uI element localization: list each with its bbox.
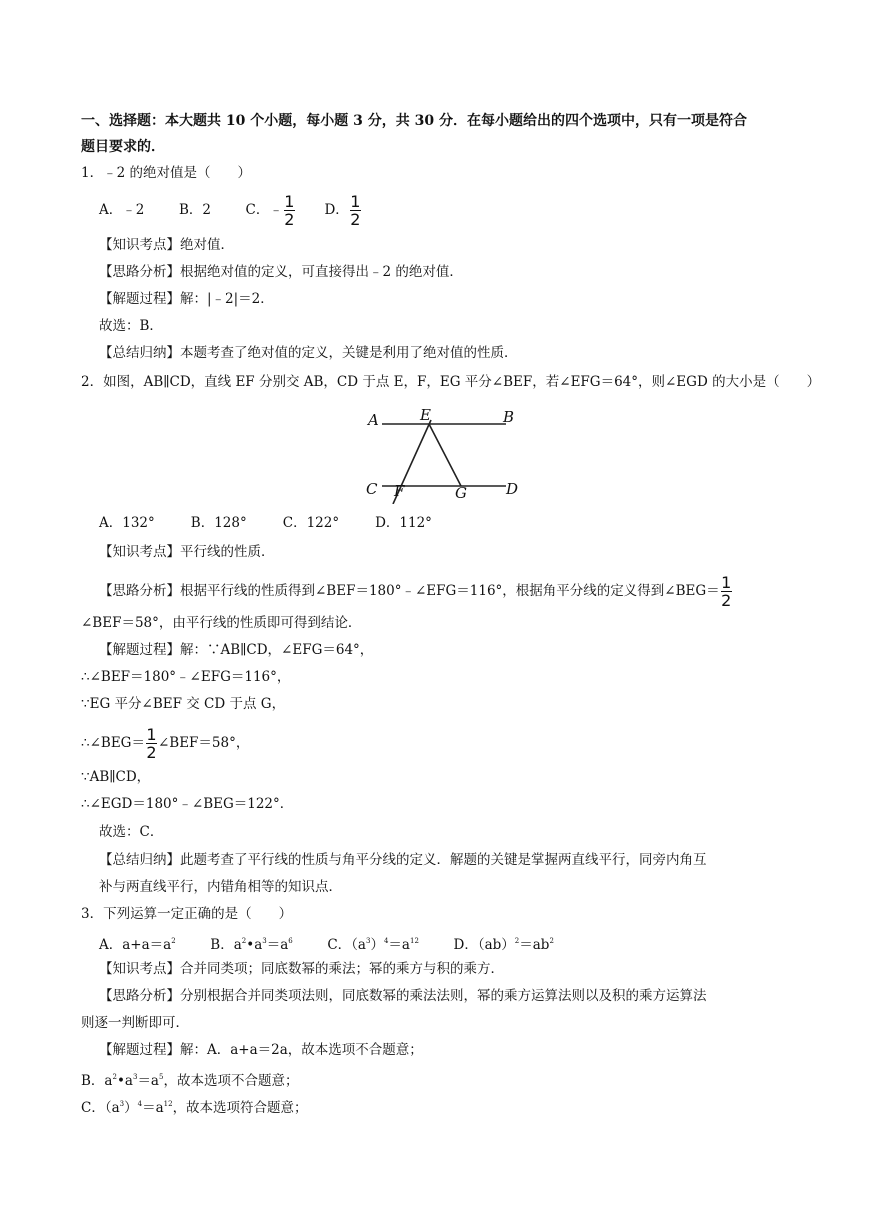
q3-option-a: A．$a+a=a^2$: [99, 937, 176, 953]
q2-option-a: A．132°: [99, 515, 155, 531]
point-label-a: A: [368, 411, 379, 429]
q3-stem: 3．下列运算一定正确的是（ ）: [81, 906, 293, 922]
q2-solution-2: ∴∠BEF＝180°﹣∠EFG＝116°，: [81, 669, 291, 685]
q1-choice: 故选：B．: [99, 318, 163, 334]
q2-analysis-line2: ∠BEF＝58°，由平行线的性质即可得到结论．: [81, 615, 362, 631]
q1-analysis: 【思路分析】根据绝对值的定义，可直接得出﹣2 的绝对值．: [99, 264, 463, 280]
point-label-b: B: [503, 408, 515, 426]
q3-solution-a: 【解题过程】解：A．a+a＝2a，故本选项不合题意；: [99, 1042, 423, 1058]
q2-knowledge: 【知识考点】平行线的性质．: [99, 544, 275, 560]
q2-option-c: C．122°: [282, 515, 340, 531]
q1-option-b: B．2: [178, 202, 211, 218]
q2-solution-3: ∵EG 平分∠BEF 交 CD 于点 G，: [81, 696, 286, 712]
q3-solution-b: B．$a^2•a^3=a^5$，故本选项不合题意；: [81, 1073, 299, 1089]
q2-solution-1: 【解题过程】解：∵AB∥CD，∠EFG＝64°，: [99, 642, 374, 658]
q3-analysis-line2: 则逐一判断即可．: [81, 1015, 189, 1031]
parallel-lines-figure: [360, 398, 530, 504]
q3-options: [99, 932, 554, 954]
q1-solution: 【解题过程】解：|﹣2|＝2．: [99, 291, 274, 307]
q3-solution-c: C．$(a^3)^4=a^{12}$，故本选项符合题意；: [81, 1100, 308, 1116]
q3-option-b: B．$a^2•a^3=a^6$: [210, 937, 293, 953]
line-eg: [429, 424, 461, 486]
q2-summary-line2: 补与两直线平行，内错角相等的知识点．: [99, 879, 342, 895]
q3-knowledge: 【知识考点】合并同类项；同底数幂的乘法；幂的乘方与积的乘方．: [99, 961, 504, 977]
point-label-d: D: [506, 480, 519, 498]
q3-option-d: D．$(ab)^2=ab^2$: [453, 937, 554, 953]
q1-summary: 【总结归纳】本题考查了绝对值的定义，关键是利用了绝对值的性质．: [99, 345, 518, 361]
fraction: $\frac{1}{2}$: [284, 192, 295, 229]
q2-solution-6: ∴∠EGD＝180°﹣∠BEG＝122°．: [81, 796, 294, 812]
q2-option-b: B．128°: [190, 515, 247, 531]
q2-solution-4: ∴∠BEG＝ $\frac{1}{2}$ ∠BEF＝58°，: [81, 725, 250, 762]
q1-knowledge: 【知识考点】绝对值．: [99, 237, 234, 253]
point-label-g: G: [455, 484, 467, 502]
q2-options: [99, 514, 432, 532]
q1-options: [99, 194, 362, 227]
q1-option-d: D． $\frac{1}{2}$: [324, 192, 361, 229]
q3-analysis-line1: 【思路分析】分别根据合并同类项法则，同底数幂的乘法法则，幂的乘方运算法则以及积的乘方运算法: [99, 988, 707, 1004]
section-heading-line2: 题目要求的．: [81, 139, 165, 155]
fraction: $\frac{1}{2}$: [350, 192, 361, 229]
fraction: $\frac{1}{2}$: [146, 725, 157, 762]
q2-stem: 2．如图，AB∥CD，直线 EF 分别交 AB，CD 于点 E，F，EG 平分∠BEF，若∠EFG＝64°，则∠EGD 的大小是（ ）: [81, 374, 821, 390]
point-label-c: C: [366, 480, 378, 498]
point-label-e: E: [420, 406, 431, 424]
q2-option-d: D．112°: [375, 515, 432, 531]
q2-solution-5: ∵AB∥CD，: [81, 769, 151, 785]
q2-analysis-line1: 【思路分析】根据平行线的性质得到∠BEF＝180°﹣∠EFG＝116°，根据角平分线的定义得到∠BEG＝ $\frac{1}{2}$: [99, 573, 732, 610]
fraction: $\frac{1}{2}$: [721, 573, 732, 610]
q3-option-c: C．$(a^3)^4=a^{12}$: [327, 937, 419, 953]
q1-stem: 1．﹣2 的绝对值是（ ）: [81, 165, 251, 181]
point-label-f: F: [394, 482, 405, 500]
q1-option-a: A．﹣2: [99, 202, 145, 218]
q2-summary-line1: 【总结归纳】此题考查了平行线的性质与角平分线的定义．解题的关键是掌握两直线平行，同旁内角互: [99, 852, 707, 868]
section-heading-line1: 一、选择题：本大题共 10 个小题，每小题 3 分，共 30 分．在每小题给出的四个选项中，只有一项是符合: [81, 113, 747, 129]
q2-choice: 故选：C．: [99, 824, 164, 840]
q1-option-c: C．﹣ $\frac{1}{2}$: [245, 192, 295, 229]
